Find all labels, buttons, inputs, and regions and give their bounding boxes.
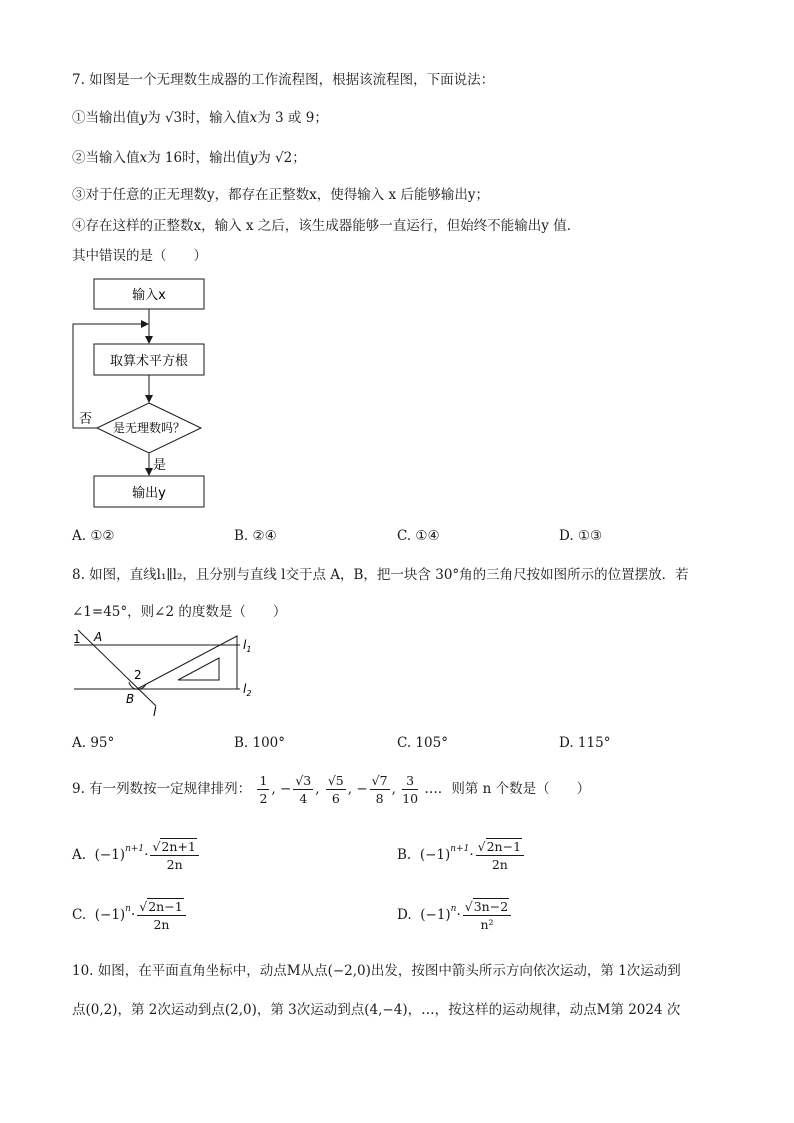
- flow-sqrt-label: 取算术平方根: [109, 354, 189, 369]
- q10-stem-line1: 10. 如图，在平面直角坐标中，动点M从点(−2,0)出发，按图中箭头所示方向依次运动，第 1次运动到: [72, 963, 681, 979]
- seq-term-1: $\frac{1}{2}$ ,: [259, 773, 276, 806]
- q7-statement-3: ③对于任意的正无理数y，都存在正整数x，使得输入 x 后能够输出y；: [72, 187, 490, 203]
- q10-stem-line2: 点(0,2)，第 2次运动到点(2,0)，第 3次运动到点(4,−4)，…，按这样的运动规律，动点M第 2024 次: [72, 1002, 681, 1018]
- q9-option-a: A. $(-1)^{n+1}\cdot$ $\frac{√2n+1}{2n}$: [72, 838, 201, 873]
- q7-statement-4: ④存在这样的正整数x，输入 x 之后，该生成器能够一直运行，但始终不能输出y 值．: [72, 218, 581, 234]
- label-B: B: [126, 692, 135, 706]
- flow-output-label: 输出y: [132, 486, 166, 501]
- label-A: A: [94, 630, 103, 644]
- sqrt2-value: √2: [275, 150, 293, 166]
- q7-statement-1: ①当输出值y为 √3时，输入值x为 3 或 9；: [72, 110, 328, 126]
- q9-option-c: C. $(-1)^n\cdot$ $\frac{√2n-1}{2n}$: [72, 898, 188, 933]
- q7-stem: 7. 如图是一个无理数生成器的工作流程图，根据该流程图，下面说法：: [72, 72, 495, 88]
- q8-option-d: D. 115°: [559, 735, 611, 751]
- label-l: l: [153, 705, 157, 719]
- seq-term-5: $\frac{3}{10}$: [402, 773, 419, 806]
- label-2: 2: [134, 668, 142, 682]
- seq-term-4: − $\frac{√7}{8}$ ,: [356, 773, 396, 806]
- q9-stem: 9. 有一列数按一定规律排列： $\frac{1}{2}$ , − $\frac{√3}{4}$ , $\frac{√5}{6}$ , − $\frac{√7}{8}$ , $\frac{3}{10}$ …．则第 n 个数是（ ）: [72, 773, 591, 806]
- label-l1: $l_1$: [243, 638, 252, 654]
- label-l2: $l_2$: [243, 682, 252, 698]
- label-1: 1: [73, 632, 81, 646]
- flow-no-label: 否: [79, 412, 93, 427]
- q8-option-c: C. 105°: [397, 735, 448, 751]
- q7-question: 其中错误的是（ ）: [72, 248, 207, 264]
- flow-yes-label: 是: [153, 458, 167, 473]
- q9-option-d: D. $(-1)^n\cdot$ $\frac{√3n-2}{\text{n²}}$: [397, 898, 513, 933]
- q7-statement-2: ②当输入值x为 16时，输出值y为 √2；: [72, 150, 306, 166]
- q7-option-b: B. ②④: [234, 528, 277, 544]
- triangle-ruler-inner: [178, 658, 219, 680]
- flow-input-label: 输入x: [132, 288, 166, 303]
- seq-term-3: $\frac{√5}{6}$ ,: [327, 773, 353, 806]
- q9-option-b: B. $(-1)^{n+1}\cdot$ $\frac{√2n-1}{2n}$: [397, 838, 526, 873]
- q8-option-b: B. 100°: [234, 735, 286, 751]
- line-l: [78, 630, 156, 706]
- triangle-ruler-outer: [137, 636, 237, 689]
- seq-term-2: − $\frac{√3}{4}$ ,: [280, 773, 320, 806]
- q7-option-d: D. ①③: [559, 528, 603, 544]
- q8-stem-line2: ∠1=45°，则∠2 的度数是（ ）: [72, 604, 287, 620]
- q8-stem-line1: 8. 如图，直线l₁∥l₂，且分别与直线 l交于点 A，B，把一块含 30°角的三角尺按如图所示的位置摆放．若: [72, 567, 689, 583]
- sqrt3-value: √3: [164, 110, 183, 126]
- q7-option-a: A. ①②: [72, 528, 115, 544]
- q8-option-a: A. 95°: [72, 735, 115, 751]
- flow-decision-label: 是无理数吗？: [112, 421, 186, 435]
- q7-option-c: C. ①④: [397, 528, 440, 544]
